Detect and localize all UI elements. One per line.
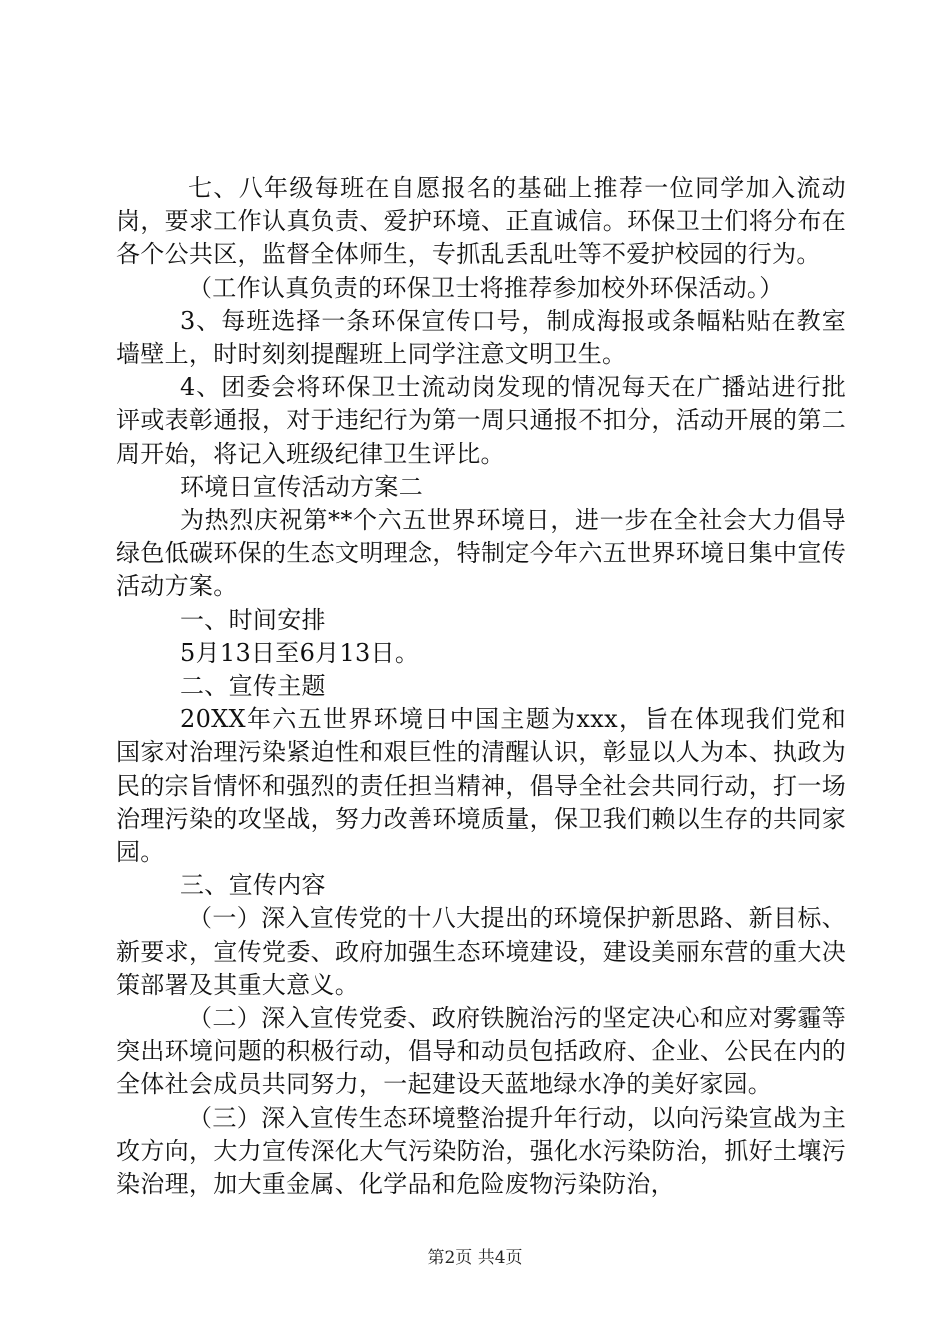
page-number-footer: 第2页 共4页 — [427, 1248, 523, 1268]
paragraph-theme: 20XX年六五世界环境日中国主题为xxx，旨在体现我们党和国家对治理污染紧迫性和艰巨性的清醒认识，彰显以人为本、执政为民的宗旨情怀和强烈的责任担当精神，倡导全社会共同行动，打一场治理污染的攻坚战，努力改善环境质量，保卫我们赖以生存的共同家园。 — [116, 705, 846, 867]
paragraph-content-two: （二）深入宣传党委、政府铁腕治污的坚定决心和应对雾霾等突出环境问题的积极行动，倡导和动员包括政府、企业、公民在内的全体社会成员共同努力，一起建设天蓝地绿水净的美好家园。 — [116, 1004, 846, 1099]
paragraph-note: （工作认真负责的环保卫士将推荐参加校外环保活动。） — [188, 273, 784, 302]
paragraph-content-one: （一）深入宣传党的十八大提出的环境保护新思路、新目标、新要求，宣传党委、政府加强生态环境建设，建设美丽东营的重大决策部署及其重大意义。 — [116, 904, 846, 999]
document-body — [116, 172, 846, 1201]
paragraph-item-4: 4、团委会将环保卫士流动岗发现的情况每天在广播站进行批评或表彰通报，对于违纪行为第一周只通报不扣分，活动开展的第二周开始，将记入班级纪律卫生评比。 — [116, 373, 846, 468]
heading-time-schedule: 一、时间安排 — [180, 605, 326, 634]
paragraph-date-range: 5月13日至6月13日。 — [180, 638, 420, 667]
paragraph-intro: 为热烈庆祝第**个六五世界环境日，进一步在全社会大力倡导绿色低碳环保的生态文明理念，特制定今年六五世界环境日集中宣传活动方案。 — [116, 506, 846, 601]
paragraph-item-seven: 七、八年级每班在自愿报名的基础上推荐一位同学加入流动岗，要求工作认真负责、爱护环境、正直诚信。环保卫士们将分布在各个公共区，监督全体师生，专抓乱丢乱吐等不爱护校园的行为。 — [116, 174, 846, 269]
paragraph-content-three: （三）深入宣传生态环境整治提升年行动，以向污染宣战为主攻方向，大力宣传深化大气污染防治，强化水污染防治，抓好土壤污染治理，加大重金属、化学品和危险废物污染防治， — [116, 1103, 846, 1199]
paragraph-item-3: 3、每班选择一条环保宣传口号，制成海报或条幅粘贴在教室墙壁上，时时刻刻提醒班上同学注意文明卫生。 — [116, 306, 846, 369]
section-title-plan-two: 环境日宣传活动方案二 — [180, 472, 423, 501]
heading-theme: 二、宣传主题 — [180, 672, 326, 701]
heading-content: 三、宣传内容 — [180, 871, 326, 900]
